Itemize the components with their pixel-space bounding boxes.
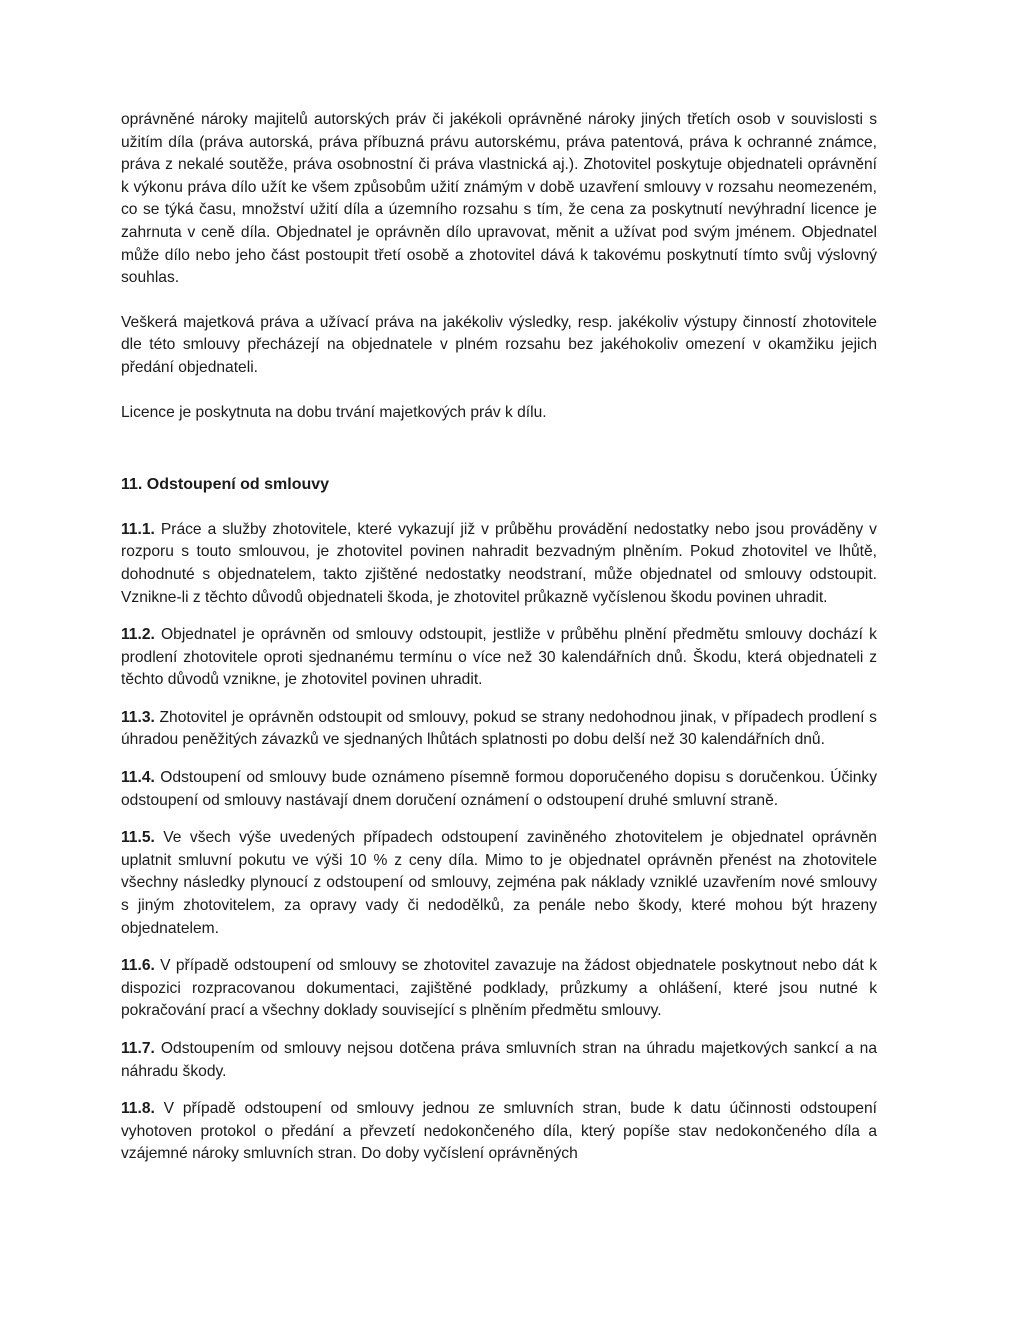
- clause-11-4: [121, 767, 877, 812]
- clause-number: 11.2.: [121, 626, 155, 644]
- clause-text: Zhotovitel je oprávněn odstoupit od smlouvy, pokud se strany nedohodnou jinak, v případech prodlení s úhradou peněžitých závazků ve sjednaných lhůtách splatnosti po dobu delší než 30 kalendářních dnů.: [121, 708, 877, 749]
- intro-paragraph: Licence je poskytnuta na dobu trvání majetkových práv k dílu.: [121, 403, 547, 421]
- clause-11-6: [121, 955, 877, 1023]
- clause-number: 11.1.: [121, 520, 155, 538]
- clause-11-3: [121, 707, 877, 752]
- document-page: [121, 109, 877, 1166]
- clause-number: 11.4.: [121, 769, 155, 787]
- clause-text: Ve všech výše uvedených případech odstoupení zaviněného zhotovitelem je objednatel oprávněn uplatnit smluvní pokutu ve výši 10 % z ceny díla. Mimo to je objednatel oprávněn přenést na zhotovitele všechny následky plynoucí z odstoupení od smlouvy, zejména pak náklady vzniklé uzavřením nové smlouvy s jiným zhotovitelem, za opravy vady či nedodělků, za penále nebo škody, které mohou být hrazeny objednatelem.: [121, 829, 877, 937]
- clause-text: Odstoupením od smlouvy nejsou dotčena práva smluvních stran na úhradu majetkových sankcí a na náhradu škody.: [121, 1040, 877, 1080]
- intro-paragraph: oprávněné nároky majitelů autorských práv či jakékoli oprávněné nároky jiných třetích osob v souvislosti s užitím díla (práva autorská, práva příbuzná právu autorskému, práva patentová, práva k ochranné známce, práva z nekalé soutěže, práva osobnostní či práva vlastnická aj.). Zhotovitel poskytuje objednateli oprávnění k výkonu práva dílo užít ke všem způsobům užití známým v době uzavření smlouvy v rozsahu neomezeném, co se týká času, množství užití díla a územního rozsahu s tím, že cena za poskytnutí nevýhradní licence je zahrnuta v ceně díla. Objednatel je oprávněn dílo upravovat, měnit a užívat pod svým jménem. Objednatel může dílo nebo jeho část postoupit třetí osobě a zhotovitel dává k takovému poskytnutí tímto svůj výslovný souhlas.: [121, 111, 877, 287]
- clause-text: Práce a služby zhotovitele, které vykazují již v průběhu provádění nedostatky nebo jsou prováděny v rozporu s touto smlouvou, je zhotovitel povinen nahradit bezvadným plněním. Pokud zhotovitel ve lhůtě, dohodnuté s objednatelem, takto zjištěné nedostatky neodstraní, může objednatel od smlouvy odstoupit. Vznikne-li z těchto důvodů objednateli škoda, je zhotovitel průkazně vyčíslenou škodu povinen uhradit.: [121, 520, 877, 606]
- clause-text: Objednatel je oprávněn od smlouvy odstoupit, jestliže v průběhu plnění předmětu smlouvy dochází k prodlení zhotovitele oproti sjednanému termínu o více než 30 kalendářních dnů. Škodu, která objednateli z těchto důvodů vznikne, je zhotovitel povinen uhradit.: [121, 626, 877, 689]
- clause-number: 11.6.: [121, 957, 155, 975]
- clause-11-2: [121, 624, 877, 692]
- clause-number: 11.8.: [121, 1100, 155, 1118]
- clause-number: 11.5.: [121, 829, 155, 847]
- clause-11-5: [121, 827, 877, 940]
- clause-text: V případě odstoupení od smlouvy se zhotovitel zavazuje na žádost objednatele poskytnout nebo dát k dispozici rozpracovanou dokumentaci, zajištěné podklady, průzkumy a ohlášení, které jsou nutné k pokračování prací a všechny doklady související s plněním předmětu smlouvy.: [121, 957, 877, 1020]
- clause-number: 11.7.: [121, 1040, 155, 1057]
- clause-text: V případě odstoupení od smlouvy jednou ze smluvních stran, bude k datu účinnosti odstoupení vyhotoven protokol o předání a převzetí nedokončeného díla, který popíše stav nedokončeného díla a vzájemné nároky smluvních stran. Do doby vyčíslení oprávněných: [121, 1100, 877, 1163]
- intro-paragraph: Veškerá majetková práva a užívací práva na jakékoliv výsledky, resp. jakékoliv výstupy činností zhotovitele dle této smlouvy přecházejí na objednatele v plném rozsahu bez jakéhokoliv omezení v okamžiku jejich předání objednateli.: [121, 313, 877, 376]
- section-heading: 11. Odstoupení od smlouvy: [121, 476, 330, 494]
- clause-number: 11.3.: [121, 708, 155, 726]
- clause-11-1: [121, 519, 877, 609]
- clause-11-8: [121, 1098, 877, 1166]
- clause-11-7: [121, 1038, 877, 1083]
- clause-text: Odstoupení od smlouvy bude oznámeno písemně formou doporučeného dopisu s doručenkou. Účinky odstoupení od smlouvy nastávají dnem doručení oznámení o odstoupení druhé smluvní straně.: [121, 769, 878, 809]
